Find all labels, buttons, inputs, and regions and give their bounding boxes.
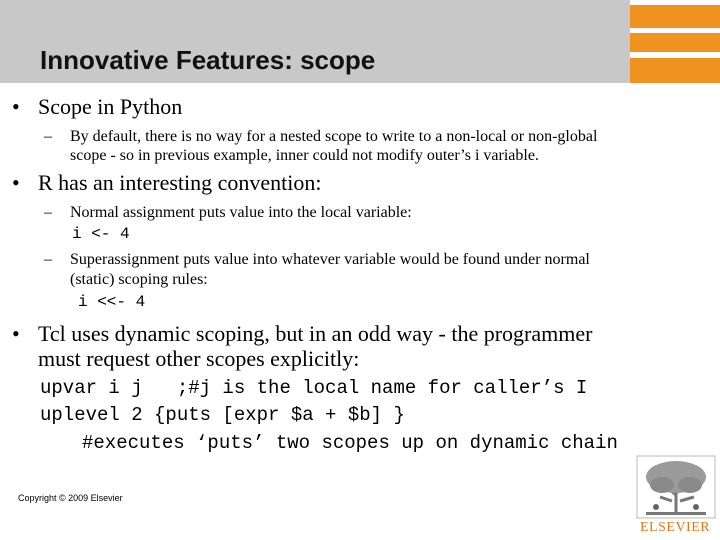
accent-stripe-3 — [630, 58, 720, 83]
dash: – — [44, 204, 52, 221]
bullet-text: R has an interesting convention: — [38, 170, 322, 195]
code-upvar: upvar i j ;#j is the local name for caller’s I — [40, 377, 588, 399]
bullet-dot: • — [12, 321, 20, 346]
code-superassignment: i <<- 4 — [78, 293, 146, 311]
code-normal-assignment: i <- 4 — [72, 225, 130, 243]
sub-bullet-superassignment: – Superassignment puts value into whatever variable would be found under normal — [44, 251, 590, 268]
sub-bullet-superassignment-cont: (static) scoping rules: — [70, 271, 208, 288]
accent-stripe-1 — [630, 5, 720, 28]
bullet-tcl: • Tcl uses dynamic scoping, but in an odd way - the programmer — [12, 321, 593, 346]
elsevier-wordmark: ELSEVIER — [640, 520, 711, 535]
bullet-r — [12, 170, 322, 196]
sub-bullet-normal-assignment: – Normal assignment puts value into the local variable: — [44, 204, 412, 221]
sub-bullet-python-cont: scope - so in previous example, inner could not modify outer’s i variable. — [70, 147, 539, 164]
bullet-tcl-cont: must request other scopes explicitly: — [38, 346, 360, 371]
dash: – — [44, 128, 52, 145]
slide-title: Innovative Features: scope — [40, 45, 376, 75]
sub-bullet-python: – By default, there is no way for a nested scope to write to a non-local or non-global — [44, 128, 598, 145]
code-comment: #executes ‘puts’ two scopes up on dynamic chain — [82, 432, 618, 454]
bullet-dot: • — [12, 94, 20, 119]
dash: – — [44, 251, 52, 268]
code-uplevel: uplevel 2 {puts [expr $a + $b] } — [40, 404, 405, 426]
bullet-python — [12, 94, 182, 120]
accent-stripe-2 — [630, 33, 720, 52]
copyright: Copyright © 2009 Elsevier — [18, 493, 123, 503]
bullet-text: Scope in Python — [38, 94, 183, 119]
bullet-dot: • — [12, 170, 20, 195]
